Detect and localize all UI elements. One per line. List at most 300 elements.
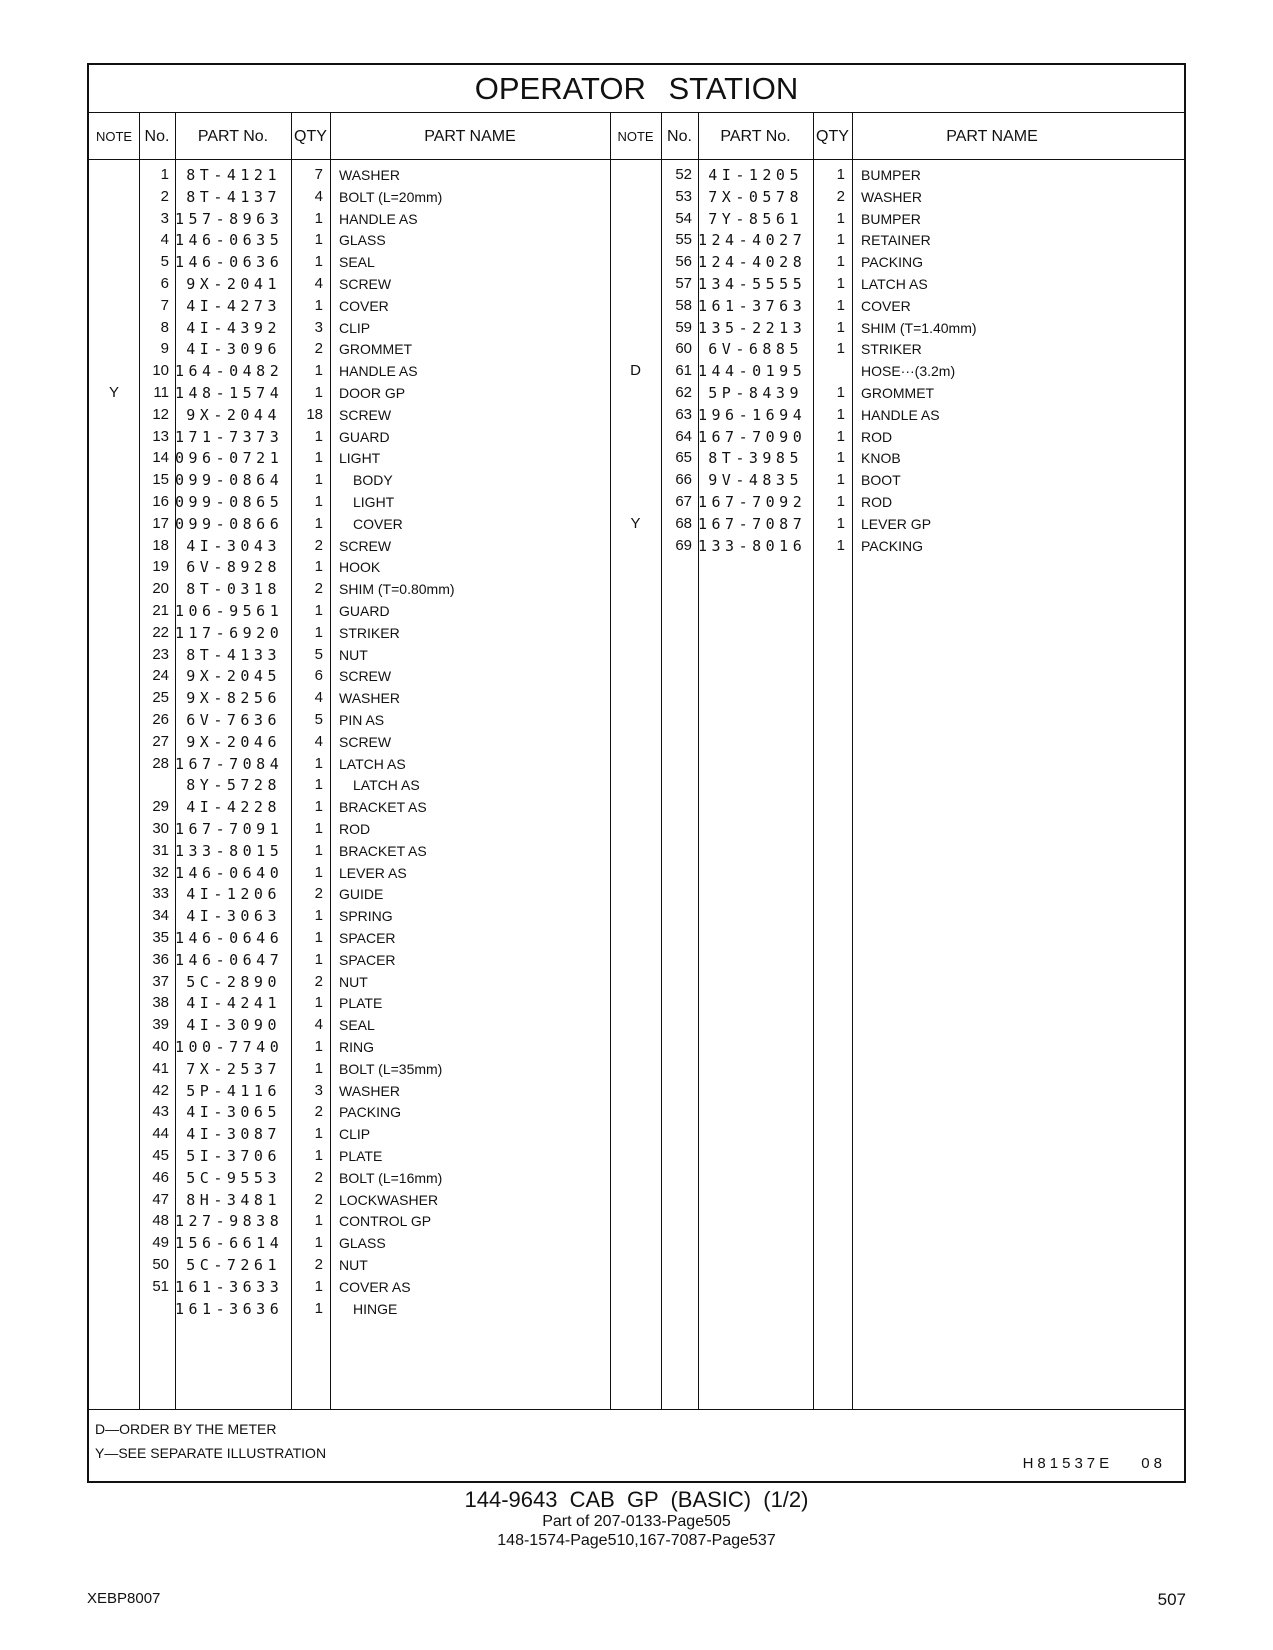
item-number-cell: 36 [152, 950, 169, 968]
quantity-cell: 1 [314, 1038, 323, 1055]
quantity-cell: 1 [314, 929, 323, 946]
note-cell [89, 1210, 139, 1232]
item-number-cell: 40 [152, 1038, 169, 1055]
page-caption [0, 1488, 1273, 1550]
quantity-cell: 1 [836, 384, 845, 401]
part-name-cell: WASHER [339, 167, 400, 183]
note-cell [610, 164, 661, 186]
quantity-cell: 1 [314, 1277, 323, 1295]
part-number-cell: 146-0635 [175, 231, 284, 250]
part-name-cell: LEVER AS [339, 864, 407, 881]
part-name-cell: ROD [861, 494, 893, 510]
item-number-cell [139, 774, 169, 796]
caption-line: Part of 207-0133-Page505 [542, 1513, 731, 1530]
note-cell: D [630, 362, 641, 380]
part-number-cell: 8Y-5728 [186, 776, 281, 795]
part-name-cell: GUARD [339, 428, 390, 445]
part-number-cell: 167-7087 [698, 514, 807, 533]
note-cell [89, 840, 139, 862]
quantity-cell: 1 [314, 209, 323, 227]
note-cell [610, 404, 661, 426]
note-cell [610, 229, 661, 251]
part-name-cell: HANDLE AS [339, 363, 418, 380]
item-number-cell: 31 [152, 841, 169, 859]
part-number-cell: 167-7092 [698, 493, 807, 511]
note-cell [89, 186, 139, 208]
part-name-cell: SCREW [339, 668, 392, 685]
item-number-cell: 15 [152, 471, 169, 489]
part-name-cell: SCREW [339, 276, 392, 292]
part-name-cell: LATCH AS [339, 755, 406, 772]
page-title: OPERATOR STATION [89, 65, 1184, 113]
part-number-cell: 5P-8439 [708, 384, 803, 402]
part-name-cell: WASHER [861, 188, 922, 205]
quantity-cell: 1 [314, 1234, 323, 1252]
part-name-cell: GROMMET [861, 385, 935, 401]
part-name-cell: NUT [339, 973, 368, 990]
note-cell [89, 513, 139, 535]
part-number-cell: 9X-8256 [186, 689, 281, 708]
quantity-cell: 1 [314, 1125, 323, 1143]
item-number-cell: 45 [152, 1147, 169, 1164]
item-number-cell: 59 [675, 318, 692, 336]
note-cell [89, 731, 139, 753]
quantity-cell: 4 [314, 1016, 323, 1034]
item-number-cell: 51 [152, 1277, 169, 1295]
note-cell [89, 622, 139, 644]
part-number-cell: 9V-4835 [708, 471, 803, 490]
quantity-cell: 18 [306, 405, 323, 423]
item-number-cell: 65 [675, 449, 692, 467]
item-number-cell: 27 [152, 732, 169, 750]
part-number-cell: 127-9838 [175, 1212, 284, 1231]
part-name-cell: NUT [339, 1257, 368, 1273]
item-number-cell: 50 [152, 1256, 169, 1273]
part-number-cell: 5I-3706 [186, 1147, 281, 1165]
quantity-cell: 1 [314, 1147, 323, 1164]
part-number-cell: 167-7084 [175, 754, 284, 773]
quantity-cell: 7 [314, 166, 323, 183]
note-cell [89, 469, 139, 491]
quantity-cell: 1 [314, 798, 323, 816]
part-name-cell: LIGHT [339, 450, 381, 467]
note-cell [89, 251, 139, 273]
part-name-cell: GUIDE [339, 886, 384, 903]
item-number-cell: 56 [675, 253, 692, 271]
note-cell [89, 556, 139, 578]
part-number-cell: 148-1574 [175, 384, 284, 402]
part-name-cell: SCREW [339, 733, 392, 750]
item-number-cell: 57 [675, 275, 692, 292]
part-name-cell: ROD [861, 428, 893, 445]
quantity-cell: 1 [314, 471, 323, 489]
header-note-left: NOTE [95, 129, 133, 144]
note-cell [89, 1036, 139, 1058]
item-number-cell: 13 [152, 427, 169, 445]
item-number-cell: 64 [675, 427, 692, 445]
header-part-name-right: PART NAME [946, 128, 1038, 145]
quantity-cell: 1 [314, 558, 323, 576]
item-number-cell: 54 [675, 209, 692, 227]
part-number-cell: 099-0865 [175, 493, 284, 511]
quantity-cell: 1 [314, 820, 323, 837]
item-number-cell: 1 [160, 166, 169, 183]
note-cell [610, 491, 661, 513]
part-name-cell: GLASS [339, 232, 386, 249]
part-number-cell: 6V-6885 [708, 340, 803, 359]
quantity-cell: 1 [836, 493, 845, 510]
legend [95, 1417, 326, 1465]
item-number-cell: 66 [675, 471, 692, 489]
item-number-cell: 29 [152, 798, 169, 816]
quantity-cell: 1 [314, 1212, 323, 1230]
part-name-cell: HINGE [353, 1300, 398, 1317]
note-cell [89, 905, 139, 927]
item-number-cell: 5 [160, 253, 169, 271]
part-number-cell: 8T-0318 [186, 580, 281, 599]
header-no-left: No. [144, 128, 170, 145]
quantity-cell: 2 [314, 885, 323, 903]
header-part-no-left: PART No. [197, 128, 269, 145]
part-number-cell: 135-2213 [698, 318, 807, 337]
item-number-cell: 60 [675, 340, 692, 358]
quantity-cell: 2 [836, 187, 845, 205]
item-number-cell: 18 [152, 536, 169, 554]
part-name-cell: KNOB [861, 450, 901, 467]
part-name-cell: BOLT (L=16mm) [339, 1169, 443, 1186]
document-code: H81537E 08 [1022, 1455, 1166, 1472]
part-number-cell: 4I-3063 [186, 907, 281, 926]
quantity-cell: 2 [314, 1168, 323, 1186]
part-number-cell: 8H-3481 [186, 1190, 281, 1209]
item-number-cell: 55 [675, 231, 692, 249]
part-number-cell: 144-0195 [698, 362, 807, 381]
item-number-cell: 52 [675, 166, 692, 183]
part-number-cell: 156-6614 [175, 1234, 284, 1253]
quantity-cell: 1 [314, 493, 323, 510]
note-cell [89, 1276, 139, 1298]
note-cell [89, 1298, 139, 1320]
part-number-cell: 146-0636 [175, 253, 284, 272]
note-cell [610, 338, 661, 360]
quantity-cell: 1 [314, 296, 323, 314]
note-cell [89, 949, 139, 971]
part-name-cell: BRACKET AS [339, 799, 427, 816]
quantity-cell: 3 [314, 318, 323, 336]
quantity-cell: 1 [836, 296, 845, 314]
note-cell [89, 1101, 139, 1123]
quantity-cell: 4 [314, 275, 323, 292]
part-name-cell: BODY [353, 472, 393, 489]
note-cell [89, 883, 139, 905]
footer-publication-code: XEBP8007 [87, 1590, 161, 1607]
quantity-cell: 4 [314, 689, 323, 707]
item-number-cell: 42 [152, 1081, 169, 1099]
item-number-cell: 4 [160, 231, 169, 249]
item-number-cell: 62 [675, 384, 692, 401]
quantity-cell: 2 [314, 972, 323, 990]
part-number-cell: 161-3636 [175, 1299, 284, 1318]
item-number-cell: 16 [152, 493, 169, 510]
part-number-cell: 099-0866 [175, 514, 284, 533]
quantity-cell: 1 [836, 253, 845, 271]
quantity-cell: 2 [314, 536, 323, 554]
note-cell [89, 1232, 139, 1254]
item-number-cell: 34 [152, 907, 169, 925]
legend-item: Y—SEE SEPARATE ILLUSTRATION [95, 1445, 327, 1461]
part-number-cell: 124-4027 [698, 231, 807, 250]
part-number-cell: 146-0647 [175, 950, 284, 969]
note-cell [610, 273, 661, 295]
part-name-cell: CLIP [339, 1126, 371, 1143]
part-name-cell: LATCH AS [861, 276, 928, 292]
item-number-cell: 10 [152, 362, 169, 380]
note-cell: Y [630, 514, 641, 532]
part-number-cell: 8T-4121 [186, 166, 281, 184]
part-name-cell: HOOK [339, 559, 381, 576]
part-number-cell: 164-0482 [175, 362, 284, 381]
part-number-cell: 4I-3043 [186, 536, 281, 555]
part-name-cell: COVER [861, 297, 911, 314]
quantity-cell: 1 [836, 275, 845, 292]
part-number-cell: 8T-4137 [186, 187, 281, 206]
part-number-cell: 4I-3090 [186, 1016, 281, 1035]
quantity-cell: 1 [314, 602, 323, 619]
quantity-cell: 1 [314, 1299, 323, 1317]
item-number-cell: 41 [152, 1059, 169, 1077]
note-cell [89, 426, 139, 448]
part-number-cell: 117-6920 [175, 623, 284, 642]
part-name-cell: GUARD [339, 603, 390, 619]
part-name-cell: SPACER [339, 951, 396, 968]
part-number-cell: 9X-2041 [186, 275, 281, 293]
part-name-cell: SCREW [339, 537, 392, 554]
part-number-cell: 4I-4241 [186, 994, 281, 1013]
quantity-cell: 4 [314, 732, 323, 750]
note-cell [89, 1123, 139, 1145]
note-cell [89, 796, 139, 818]
part-name-cell: LATCH AS [353, 777, 420, 794]
item-number-cell: 30 [152, 820, 169, 837]
quantity-cell: 1 [836, 449, 845, 467]
part-number-cell: 167-7090 [698, 427, 807, 446]
quantity-cell: 2 [314, 1103, 323, 1121]
item-number-cell: 9 [160, 340, 169, 358]
note-cell [610, 251, 661, 273]
part-number-cell: 6V-8928 [186, 558, 281, 577]
quantity-cell: 1 [314, 427, 323, 445]
item-number-cell: 7 [160, 296, 169, 314]
note-cell [89, 1145, 139, 1167]
item-number-cell: 67 [675, 493, 692, 510]
part-number-cell: 5P-4116 [186, 1081, 281, 1100]
item-number-cell: 20 [152, 580, 169, 598]
note-cell [89, 774, 139, 796]
footer-page-number: 507 [1157, 1590, 1186, 1609]
note-cell [610, 317, 661, 339]
part-name-cell: NUT [339, 646, 368, 663]
quantity-cell: 1 [314, 449, 323, 467]
item-number-cell: 23 [152, 645, 169, 663]
part-name-cell: STRIKER [861, 341, 922, 358]
item-number-cell: 33 [152, 885, 169, 903]
part-number-cell: 4I-4228 [186, 798, 281, 817]
item-number-cell: 63 [675, 405, 692, 423]
part-name-cell: LIGHT [353, 494, 395, 510]
note-cell [89, 229, 139, 251]
item-number-cell: 43 [152, 1103, 169, 1121]
part-name-cell: HANDLE AS [339, 210, 418, 227]
part-name-cell: PIN AS [339, 712, 385, 728]
item-number-cell: 53 [675, 187, 692, 205]
quantity-cell: 1 [836, 427, 845, 445]
item-number-cell: 58 [675, 296, 692, 314]
item-number-cell [139, 1298, 169, 1320]
item-number-cell: 35 [152, 929, 169, 946]
quantity-cell: 5 [314, 711, 323, 728]
part-number-cell: 8T-4133 [186, 645, 281, 664]
item-number-cell: 48 [152, 1212, 169, 1230]
note-cell [610, 535, 661, 557]
quantity-cell: 1 [314, 994, 323, 1012]
part-name-cell: PACKING [339, 1104, 401, 1121]
item-number-cell: 12 [152, 405, 169, 423]
note-cell [610, 295, 661, 317]
part-name-cell: PACKING [861, 254, 923, 271]
item-number-cell: 14 [152, 449, 169, 467]
quantity-cell: 1 [836, 318, 845, 336]
part-number-cell: 106-9561 [175, 602, 284, 620]
part-name-cell: COVER [339, 297, 389, 314]
note-cell [610, 208, 661, 230]
quantity-cell: 1 [314, 863, 323, 881]
part-name-cell: SEAL [339, 1017, 375, 1034]
note-cell [610, 382, 661, 404]
header-qty-left: QTY [294, 128, 327, 145]
item-number-cell: 61 [675, 362, 692, 380]
quantity-cell: 1 [314, 950, 323, 968]
part-name-cell: COVER AS [339, 1278, 411, 1295]
part-name-cell: PACKING [861, 537, 923, 554]
part-number-cell: 134-5555 [698, 275, 807, 293]
quantity-cell: 1 [314, 776, 323, 794]
divider [89, 1409, 1184, 1410]
quantity-cell: 3 [314, 1081, 323, 1099]
caption-line: 148-1574-Page510,167-7087-Page537 [497, 1532, 776, 1549]
header-part-name-left: PART NAME [424, 128, 516, 145]
quantity-cell: 1 [836, 514, 845, 532]
part-number-cell: 7X-2537 [186, 1059, 281, 1078]
header-no-right: No. [667, 128, 692, 145]
part-number-cell: 4I-4273 [186, 296, 281, 315]
header-note-right: NOTE [617, 129, 654, 144]
note-cell [89, 447, 139, 469]
item-number-cell: 46 [152, 1168, 169, 1186]
item-number-cell: 39 [152, 1016, 169, 1034]
note-cell [610, 447, 661, 469]
note-cell [610, 426, 661, 448]
item-number-cell: 3 [160, 209, 169, 227]
quantity-cell: 4 [314, 187, 323, 205]
note-cell [89, 818, 139, 840]
note-cell [89, 1080, 139, 1102]
quantity-cell: 2 [314, 580, 323, 598]
item-number-cell: 21 [152, 602, 169, 619]
part-number-cell: 4I-3096 [186, 340, 281, 359]
part-number-cell: 4I-3087 [186, 1125, 281, 1144]
part-number-cell: 146-0646 [175, 929, 284, 947]
quantity-cell: 1 [836, 536, 845, 554]
part-number-cell: 5C-7261 [186, 1256, 281, 1274]
quantity-cell: 1 [836, 471, 845, 489]
note-cell [610, 186, 661, 208]
part-number-cell: 196-1694 [698, 405, 807, 424]
part-number-cell: 5C-9553 [186, 1168, 281, 1187]
note-cell [89, 404, 139, 426]
quantity-cell: 1 [836, 231, 845, 249]
item-number-cell: 44 [152, 1125, 169, 1143]
part-number-cell: 096-0721 [175, 449, 284, 468]
part-name-cell: PLATE [339, 1148, 383, 1164]
part-number-cell: 4I-1205 [708, 166, 803, 184]
note-cell [89, 665, 139, 687]
item-number-cell: 28 [152, 754, 169, 772]
note-cell [89, 1189, 139, 1211]
legend-item: D—ORDER BY THE METER [95, 1421, 277, 1437]
part-number-cell: 157-8963 [175, 209, 284, 228]
part-name-cell: CONTROL GP [339, 1213, 432, 1230]
header-part-no-right: PART No. [720, 128, 791, 145]
item-number-cell: 68 [675, 514, 692, 532]
part-name-cell: SHIM (T=0.80mm) [339, 581, 455, 598]
part-name-cell: LEVER GP [861, 515, 932, 532]
part-name-cell: SCREW [339, 406, 392, 423]
item-number-cell: 6 [160, 275, 169, 292]
part-number-cell: 4I-3065 [186, 1103, 281, 1122]
note-cell [89, 862, 139, 884]
item-number-cell: 26 [152, 711, 169, 728]
quantity-cell: 1 [314, 231, 323, 249]
item-number-cell: 11 [153, 384, 169, 401]
note-cell: Y [108, 384, 119, 401]
part-number-cell: 9X-2045 [186, 667, 281, 686]
note-cell [89, 992, 139, 1014]
note-cell [89, 600, 139, 622]
item-number-cell: 32 [152, 863, 169, 881]
quantity-cell: 1 [314, 623, 323, 641]
note-cell [89, 535, 139, 557]
part-name-cell: LOCKWASHER [339, 1191, 439, 1208]
quantity-cell: 1 [314, 253, 323, 271]
part-number-cell: 9X-2046 [186, 732, 281, 751]
note-cell [89, 491, 139, 513]
item-number-cell: 19 [152, 558, 169, 576]
quantity-cell: 1 [836, 340, 845, 358]
note-cell [89, 164, 139, 186]
table-header [89, 113, 1184, 160]
part-number-cell: 167-7091 [175, 820, 284, 838]
quantity-cell: 1 [314, 754, 323, 772]
part-number-cell: 5C-2890 [186, 972, 281, 991]
part-name-cell: SHIM (T=1.40mm) [861, 319, 977, 336]
part-name-cell: SPACER [339, 930, 396, 946]
header-qty-right: QTY [816, 128, 849, 145]
part-number-cell: 9X-2044 [186, 405, 281, 424]
item-number-cell: 37 [152, 972, 169, 990]
part-name-cell: BUMPER [861, 210, 921, 227]
note-cell [89, 971, 139, 993]
note-cell [89, 644, 139, 666]
